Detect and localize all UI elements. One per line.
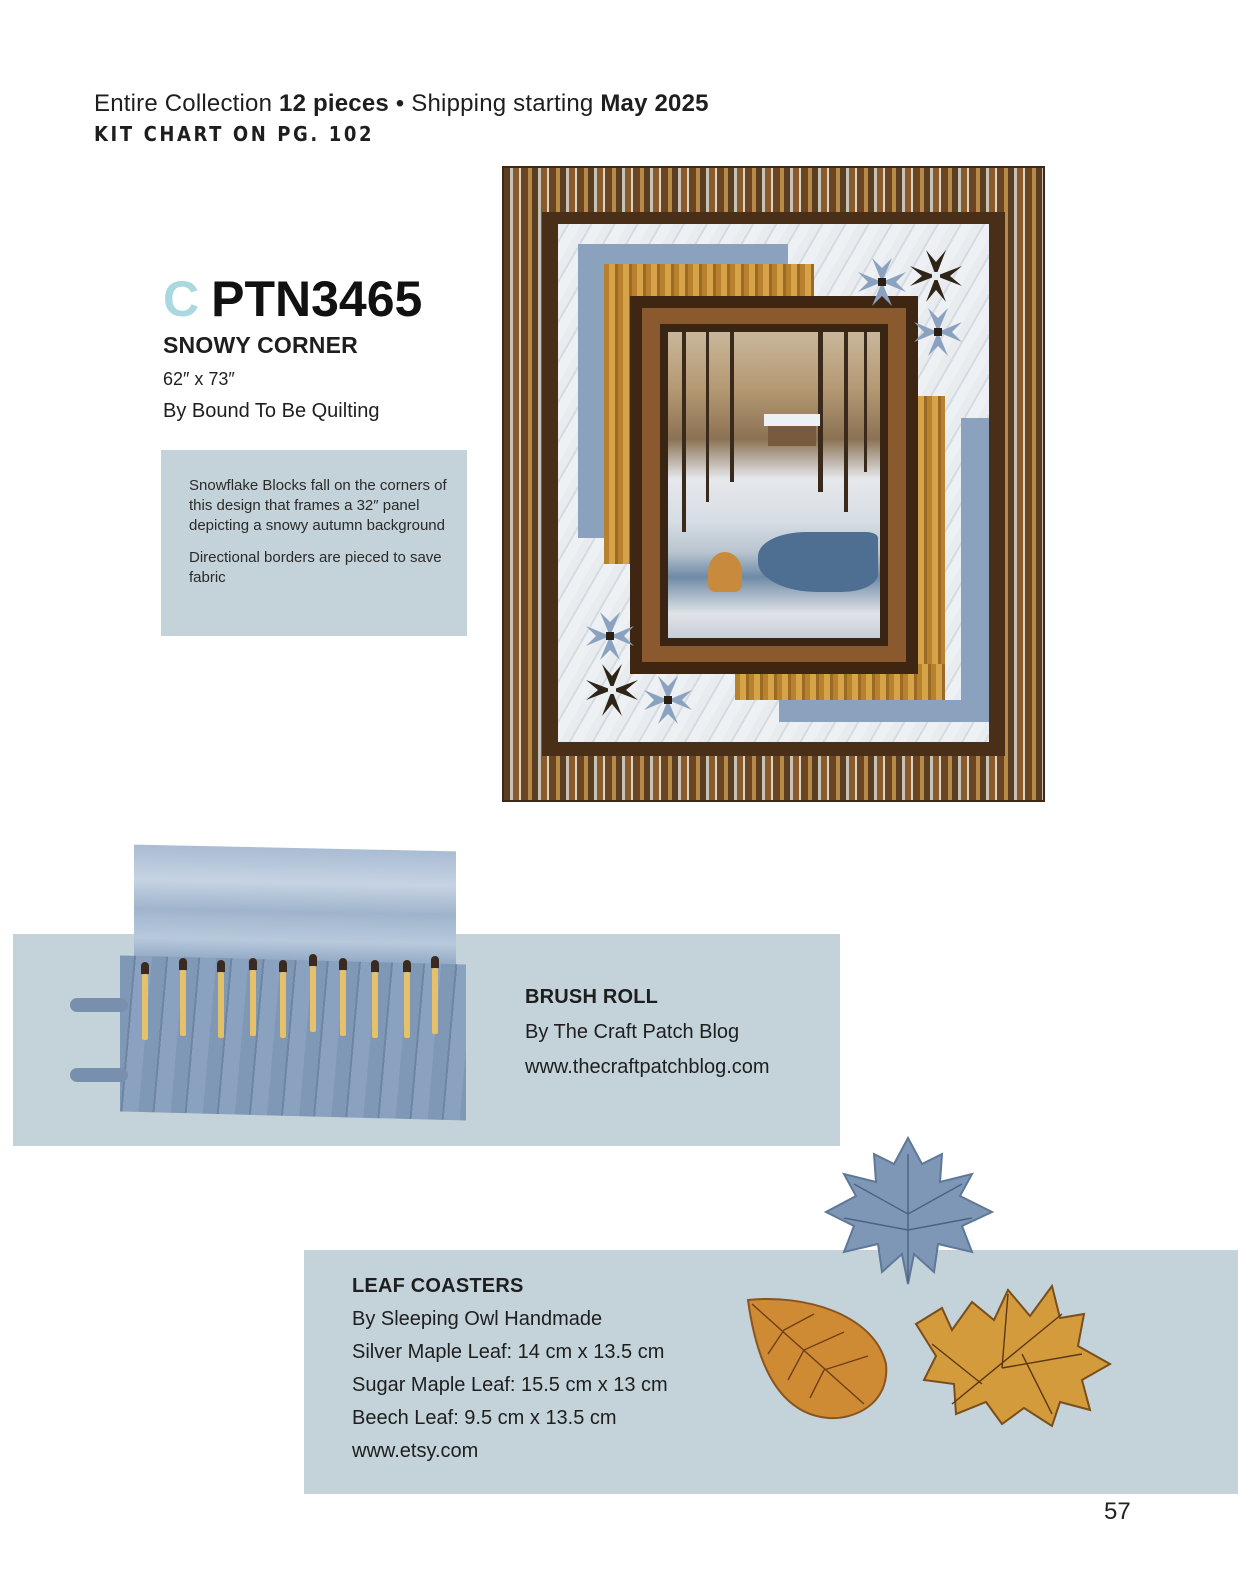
brush-roll-info — [525, 986, 770, 1079]
leaf-coasters-designer: By Sleeping Owl Handmade — [352, 1308, 603, 1330]
brush-roll-designer: By The Craft Patch Blog — [525, 1021, 740, 1043]
brush-roll-image — [120, 848, 470, 1116]
stream — [758, 532, 878, 592]
leaf-coasters-url: www.etsy.com — [352, 1440, 479, 1462]
tree-trunk — [864, 332, 867, 472]
pattern-letter: C — [163, 271, 200, 327]
cabin — [768, 424, 816, 446]
page-header — [94, 88, 709, 146]
autumn-bush — [708, 552, 742, 592]
silver-maple-size: Silver Maple Leaf: 14 cm x 13.5 cm — [352, 1341, 665, 1363]
paintbrush — [142, 974, 148, 1040]
shipping-label: Shipping starting — [411, 90, 594, 117]
pattern-designer: By Bound To Be Quilting — [163, 400, 380, 422]
quilt-blue-strip — [578, 244, 606, 538]
snowflake-block-icon — [906, 300, 970, 364]
snowy-corner-quilt-image — [502, 166, 1045, 802]
pattern-description-box — [161, 450, 467, 636]
snowflake-block-icon — [580, 658, 644, 722]
quilt-gold-strip — [604, 264, 814, 300]
paintbrush — [310, 966, 316, 1032]
paintbrush — [432, 968, 438, 1034]
silver-maple-leaf-icon — [822, 1134, 996, 1286]
leaf-coasters-info — [352, 1275, 668, 1463]
description-paragraph: Directional borders are pieced to save fabric — [189, 549, 442, 586]
beech-leaf-size: Beech Leaf: 9.5 cm x 13.5 cm — [352, 1407, 617, 1429]
pieces-count: 12 pieces — [279, 90, 389, 117]
tree-trunk — [844, 332, 848, 512]
tree-trunk — [818, 332, 823, 492]
brush-roll-url: www.thecraftpatchblog.com — [525, 1056, 770, 1078]
paintbrush — [340, 970, 346, 1036]
snowflake-block-icon — [636, 668, 700, 732]
brush-roll-flap — [134, 845, 456, 968]
sugar-maple-leaf-icon — [912, 1284, 1114, 1428]
snowflake-block-icon — [904, 244, 968, 308]
paintbrush — [180, 970, 186, 1036]
quilt-blue-strip — [779, 700, 989, 722]
pattern-name: SNOWY CORNER — [163, 332, 358, 358]
kit-chart-reference: KIT CHART ON PG. 102 — [94, 122, 375, 146]
brush-roll-tie — [70, 1068, 128, 1082]
sugar-maple-size: Sugar Maple Leaf: 15.5 cm x 13 cm — [352, 1374, 668, 1396]
description-paragraph: Snowflake Blocks fall on the corners of this design that frames a 32″ panel depicting a snowy autumn background — [189, 477, 447, 534]
tree-trunk — [730, 332, 734, 482]
paintbrush — [218, 972, 224, 1038]
collection-info — [94, 88, 709, 120]
paintbrush — [280, 972, 286, 1038]
quilt-blue-strip — [961, 418, 989, 716]
snowy-autumn-panel-scene — [668, 332, 880, 638]
pattern-info — [163, 272, 422, 423]
brush-roll-pockets — [120, 955, 466, 1120]
pattern-code: PTN3465 — [211, 271, 423, 327]
paintbrush — [250, 970, 256, 1036]
bullet-separator: • — [395, 90, 405, 117]
paintbrush — [372, 972, 378, 1038]
pattern-size: 62″ x 73″ — [163, 369, 235, 389]
page-number: 57 — [1104, 1498, 1131, 1525]
collection-label: Entire Collection — [94, 90, 273, 117]
beech-leaf-icon — [744, 1294, 890, 1422]
tree-trunk — [706, 332, 709, 502]
brush-roll-tie — [70, 998, 128, 1012]
leaf-coasters-title: LEAF COASTERS — [352, 1275, 524, 1297]
shipping-date: May 2025 — [600, 90, 709, 117]
brush-roll-title: BRUSH ROLL — [525, 986, 659, 1008]
tree-trunk — [682, 332, 686, 532]
paintbrush — [404, 972, 410, 1038]
